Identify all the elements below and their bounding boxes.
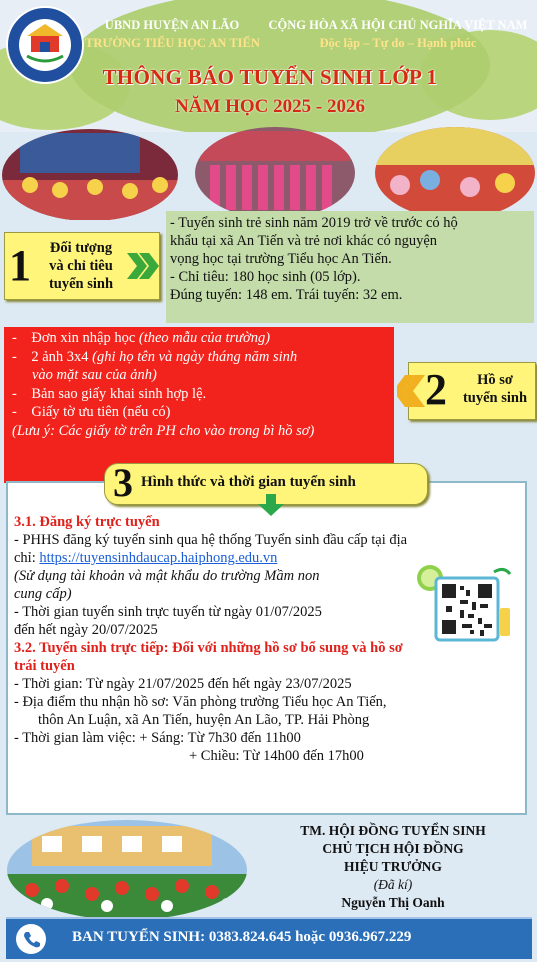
s2-item-2: 2 ảnh 3x4 [31,348,93,365]
s2-label-1: Hồ sơ [477,372,513,388]
sign-line-1: TM. HỘI ĐỒNG TUYỂN SINH [300,823,486,838]
registration-link[interactable]: https://tuyensinhdaucap.haiphong.edu.vn [39,550,278,566]
photo-stage-performance [0,125,190,220]
s2-item-4: Giấy tờ ưu tiên (nếu có) [31,404,171,420]
page-subtitle: NĂM HỌC 2025 - 2026 [175,96,365,117]
s2-item-1-note: (theo mẫu của trường) [138,330,271,346]
s2-dash: - [12,330,17,346]
section3-number: 3 [113,460,133,505]
s2-item-3: Bản sao giấy khai sinh hợp lệ. [31,385,207,402]
section3-title: Hình thức và thời gian tuyển sinh [141,474,356,490]
photo-strip [0,125,537,220]
photo-teachers [190,125,360,220]
s3-p1-5: - Thời gian tuyển sinh trực tuyến từ ngày 01/07/2025 [14,604,322,620]
qr-code-panel[interactable] [414,562,514,658]
section1-label [4,232,160,300]
contact-bar[interactable] [6,917,532,959]
s3-p2-4: - Thời gian làm việc: + Sáng: Từ 7h30 đến 11h00 [14,730,301,746]
sign-line-4: (Đã kí) [373,877,413,892]
signature-block [258,822,528,912]
s1-line-5: Đúng tuyến: 148 em. Trái tuyến: 32 em. [170,287,403,303]
s2-item-2-note: (ghi họ tên và ngày tháng năm sinh [92,348,298,365]
section2-number: 2 [425,365,447,414]
s3-p1-6: đến hết ngày 20/07/2025 [14,622,158,638]
s3-p2-5: + Chiều: Từ 14h00 đến 17h00 [189,748,364,764]
s1-line-3: vọng học tại trường Tiểu học An Tiến. [170,251,392,267]
contact-text: BAN TUYỂN SINH: 0383.824.645 hoặc 0936.967.229 [72,929,412,945]
s1-line-1: - Tuyển sinh trẻ sinh năm 2019 trở về trước có hộ [170,215,458,231]
s3-p2-1: - Thời gian: Từ ngày 21/07/2025 đến hết ngày 23/07/2025 [14,676,352,692]
section2-label [408,362,536,420]
s3-p1-1: - PHHS đăng ký tuyển sinh qua hệ thống Tuyển sinh đầu cấp tại địa [14,532,408,548]
org-left-2: TRƯỜNG TIỂU HỌC AN TIẾN [85,36,260,50]
org-right-2: Độc lập – Tự do – Hạnh phúc [319,36,477,50]
s3-heading-1: 3.1. Đăng ký trực tuyến [14,514,160,530]
page-title: THÔNG BÁO TUYỂN SINH LỚP 1 [102,65,438,89]
chevron-right-icon [125,249,159,283]
s2-note: (Lưu ý: Các giấy tờ trên PH cho vào trong bì hồ sơ) [12,422,315,439]
sign-line-3: HIỆU TRƯỞNG [344,859,442,874]
signer-name: Nguyễn Thị Oanh [341,895,445,910]
s2-label-2: tuyển sinh [462,390,528,406]
s3-p2-2: - Địa điểm thu nhận hồ sơ: Văn phòng trường Tiểu học An Tiến, [14,694,387,710]
s3-heading-2: 3.2. Tuyển sinh trực tiếp: Đối với những hồ sơ bổ sung và hồ sơ [14,640,403,656]
s1-line-2: khẩu tại xã An Tiến và trẻ nơi khác có nguyện [170,233,438,249]
s1-label-3: tuyển sinh [48,276,114,292]
photo-students [2,814,252,920]
photo-celebration [370,125,537,220]
s3-p2-3: thôn An Luận, xã An Tiến, huyện An Lão, TP. Hải Phòng [38,712,370,728]
s2-dash: - [12,404,17,420]
s3-p1-4: cung cấp) [14,586,72,602]
s3-p1-2-prefix: chỉ: [14,550,40,566]
org-right-1: CỘNG HÒA XÃ HỘI CHỦ NGHĨA VIỆT NAM [268,18,528,32]
s1-label-2: và chỉ tiêu [49,258,113,274]
arrow-down-icon [258,494,284,516]
s1-label-1: Đối tượng [49,240,113,256]
phone-icon [16,924,46,954]
s2-dash: - [12,385,17,402]
chevron-left-icon [397,373,427,409]
s1-line-4: - Chỉ tiêu: 180 học sinh (05 lớp). [170,269,361,285]
s2-item-1: Đơn xin nhập học [31,330,139,346]
section1-number: 1 [9,241,31,290]
s3-heading-2b: trái tuyến [14,658,75,674]
section2-content [4,327,394,483]
sign-line-2: CHỦ TỊCH HỘI ĐỒNG [322,841,464,856]
s3-p1-3: (Sử dụng tài khoản và mật khẩu do trường Mầm non [14,568,320,584]
section1-content [166,211,534,323]
org-left-1: UBND HUYỆN AN LÃO [104,18,240,32]
qr-code-icon [414,562,514,658]
s2-item-2-note2: vào mặt sau của ảnh) [32,367,157,383]
s2-dash: - [12,348,17,365]
